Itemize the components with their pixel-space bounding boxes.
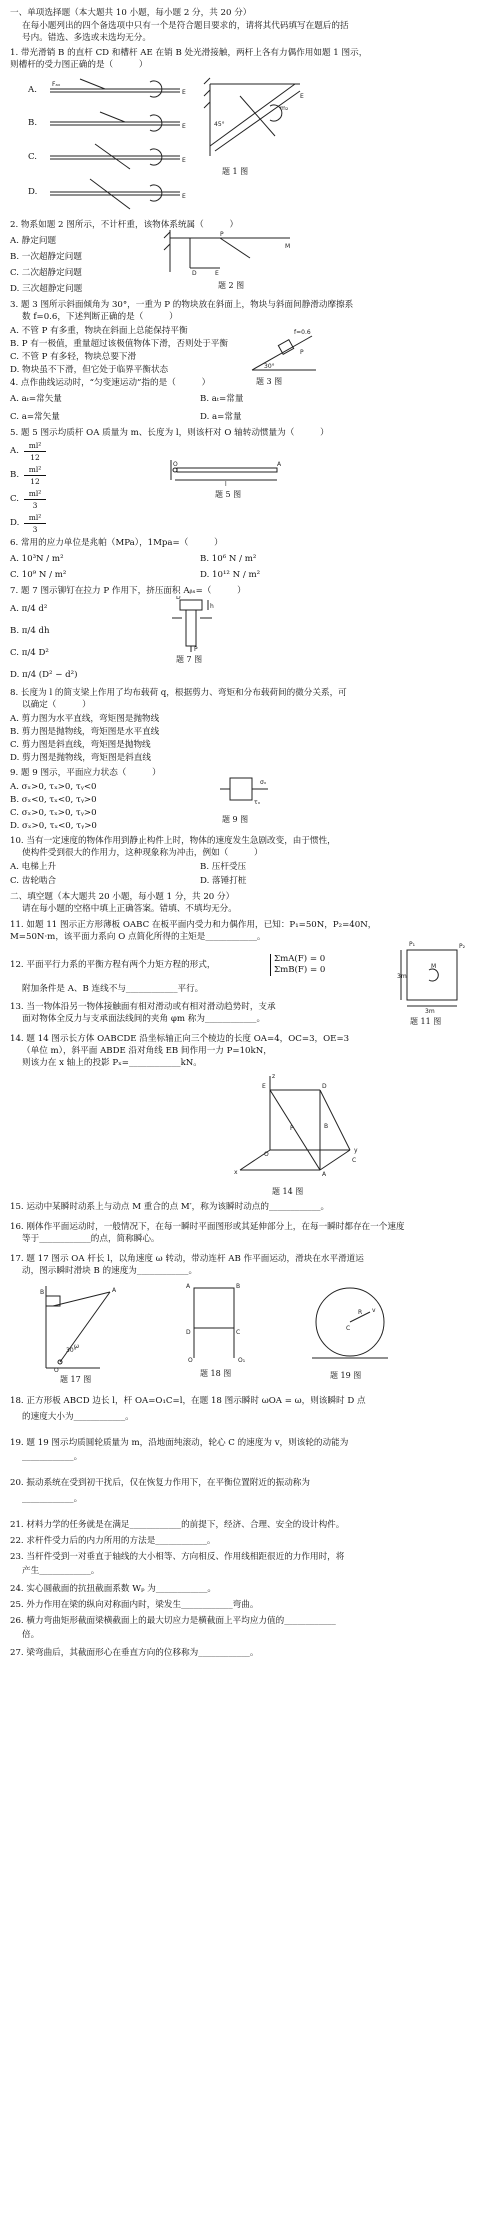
q1-option-a: A. — [28, 85, 37, 95]
q5-caption: 题 5 图 — [215, 490, 242, 499]
svg-text:30°: 30° — [264, 363, 275, 370]
q1-option-c: C. — [28, 152, 38, 162]
q9-option-d: D. σₓ>0, τₓ<0, τᵧ>0 — [10, 821, 97, 831]
q3-caption: 题 3 图 — [256, 377, 283, 386]
svg-text:B: B — [236, 1283, 241, 1290]
q1-caption: 题 1 图 — [222, 167, 249, 176]
svg-text:x: x — [234, 1169, 238, 1176]
svg-text:E: E — [215, 270, 219, 276]
q11-line-2: M=50N·m，该平面力系向 O 点简化所得的主矩是____________。 — [10, 932, 266, 942]
q5-option-a: A. — [10, 446, 19, 456]
svg-text:E: E — [300, 93, 304, 100]
svg-text:E: E — [182, 89, 186, 96]
q2-figure — [160, 228, 300, 276]
q1-stem-2: 则槽杆的受力图正确的是（ ） — [10, 60, 148, 70]
q9-option-a: A. σₓ>0, τₓ>0, τᵧ<0 — [10, 782, 97, 792]
svg-text:B: B — [324, 1123, 329, 1130]
q21: 21. 材料力学的任务就是在满足____________的前提下，经济、合理、安全的设计构件。 — [10, 1520, 345, 1530]
q5-frac-d: ml² 3 — [24, 512, 46, 535]
q14-line-3: 则该力在 x 轴上的投影 Pₓ=____________kN。 — [22, 1058, 202, 1068]
q23-line-1: 23. 当杆件受到一对垂直于轴线的大小相等、方向相反、作用线相距很近的力作用时，将 — [10, 1552, 345, 1562]
q1-option-d: D. — [28, 187, 38, 197]
svg-text:D: D — [192, 270, 197, 276]
svg-text:3m: 3m — [397, 973, 407, 980]
svg-text:M: M — [431, 963, 437, 970]
section1-title: 一、单项选择题（本大题共 10 小题，每小题 2 分，共 20 分） — [10, 8, 252, 18]
svg-text:ω: ω — [74, 1343, 80, 1350]
section1-instruction-2: 号内。错选、多选或未选均无分。 — [22, 33, 151, 43]
svg-text:P: P — [300, 349, 304, 356]
q9-stem: 9. 题 9 图示，平面应力状态（ ） — [10, 768, 161, 778]
q19-caption: 题 19 图 — [330, 1371, 362, 1380]
q16-line-2: 等于____________的点，简称瞬心。 — [22, 1234, 160, 1244]
q14-caption: 题 14 图 — [272, 1187, 304, 1196]
q18-figure — [180, 1282, 260, 1362]
q8-option-d: D. 剪力图是抛物线，弯矩图是斜直线 — [10, 753, 151, 763]
q18-caption: 题 18 图 — [200, 1369, 232, 1378]
svg-text:C: C — [346, 1325, 351, 1332]
q5-stem: 5. 题 5 图示均质杆 OA 质量为 m、长度为 l，则该杆对 O 轴转动惯量为（ ） — [10, 428, 329, 438]
svg-text:y: y — [354, 1147, 358, 1154]
q14-figure — [230, 1070, 370, 1180]
q14-line-2: （单位 m），斜平面 ABDE 沿对角线 EB 间作用一力 P=10kN， — [22, 1046, 272, 1056]
q3-option-a: A. 不管 P 有多重，物块在斜面上总能保持平衡 — [10, 326, 188, 336]
q11-caption: 题 11 图 — [410, 1017, 442, 1026]
svg-text:P: P — [220, 231, 224, 238]
q6-option-b: B. 10⁶ N / m² — [200, 554, 257, 564]
svg-text:E: E — [262, 1083, 266, 1090]
q13-line-2: 面对物体全反力与支承面法线间的夹角 φm 称为____________。 — [22, 1014, 266, 1024]
svg-text:E: E — [182, 193, 186, 200]
q8-option-c: C. 剪力图是斜直线，弯矩图是抛物线 — [10, 740, 151, 750]
q10-stem-2: 使构件受到很大的作用力，这种现象称为冲击，例如（ ） — [22, 848, 263, 858]
svg-text:30°: 30° — [66, 1347, 77, 1354]
q1-option-b: B. — [28, 118, 38, 128]
q4-option-a: A. aₜ=常矢量 — [10, 394, 62, 404]
q3-option-b: B. P 有一极值，重量超过该极值物体下滑，否则处于平衡 — [10, 339, 228, 349]
svg-text:P: P — [290, 1125, 294, 1132]
q10-option-b: B. 压杆受压 — [200, 862, 247, 872]
q1-option-diagrams — [40, 74, 190, 214]
svg-text:A: A — [277, 461, 282, 468]
q17-figure — [40, 1282, 140, 1372]
svg-text:R: R — [358, 1309, 363, 1316]
q7-option-c: C. π/4 D² — [10, 648, 49, 658]
svg-text:O: O — [188, 1357, 193, 1362]
q9-option-b: B. σₓ<0, τₓ<0, τᵧ>0 — [10, 795, 97, 805]
q27: 27. 梁弯曲后，其截面形心在垂直方向的位移称为____________。 — [10, 1648, 259, 1658]
svg-text:D: D — [322, 1083, 327, 1090]
q4-stem: 4. 点作曲线运动时，“匀变速运动”指的是（ ） — [10, 378, 211, 388]
section2-title: 二、填空题（本大题共 20 小题，每小题 1 分，共 20 分） — [10, 892, 235, 902]
q6-option-d: D. 10¹² N / m² — [200, 570, 261, 580]
q5-frac-b: ml² 12 — [24, 464, 46, 487]
svg-text:M: M — [285, 243, 291, 250]
svg-text:h: h — [210, 603, 214, 610]
svg-text:τₓ: τₓ — [254, 799, 261, 806]
q23-line-2: 产生____________。 — [22, 1566, 100, 1576]
q26-line-2: 倍。 — [22, 1630, 40, 1640]
q7-option-a: A. π/4 d² — [10, 604, 48, 614]
q1-stem-1: 1. 带光滑销 B 的直杆 CD 和槽杆 AE 在销 B 处光滑接触，两杆上各有力偶作用如题 1 图示， — [10, 48, 368, 58]
q7-option-d: D. π/4 (D² − d²) — [10, 670, 78, 680]
q19-line-2: ____________。 — [22, 1452, 83, 1462]
svg-text:D: D — [186, 1329, 191, 1336]
svg-text:E: E — [182, 157, 186, 164]
q12-tail: 附加条件是 A、B 连线不与____________平行。 — [22, 984, 204, 994]
q10-stem-1: 10. 当有一定速度的物体作用到静止构件上时，物体的速度发生急剧改变，由于惯性， — [10, 836, 336, 846]
q4-option-d: D. a=常量 — [200, 412, 242, 422]
q7-stem: 7. 题 7 图示铆钉在拉力 P 作用下，挤压面积 Aᵦₛ=（ ） — [10, 586, 246, 596]
q12-eq1: ΣmA(F) = 0 — [274, 954, 326, 964]
svg-text:P₁: P₁ — [409, 941, 416, 948]
q17-line-2: 动，图示瞬时滑块 B 的速度为____________。 — [22, 1266, 198, 1276]
svg-text:A: A — [186, 1283, 191, 1290]
svg-text:B: B — [40, 1289, 45, 1296]
q12-lead: 12. 平面平行力系的平衡方程有两个力矩方程的形式， — [10, 960, 216, 970]
svg-text:A: A — [322, 1171, 327, 1178]
q5-option-c: C. — [10, 494, 20, 504]
svg-text:P: P — [194, 646, 198, 652]
q1-figure — [200, 76, 310, 166]
svg-text:Fₐₓ: Fₐₓ — [52, 81, 61, 88]
q20-line-2: ____________。 — [22, 1494, 83, 1504]
q2-stem: 2. 物系如题 2 图所示，不计杆重，该物体系统属（ ） — [10, 220, 239, 230]
q2-option-b: B. 一次超静定问题 — [10, 252, 82, 262]
q8-option-a: A. 剪力图为水平直线，弯矩图是抛物线 — [10, 714, 160, 724]
svg-text:E: E — [182, 123, 186, 130]
q10-option-d: D. 落锤打桩 — [200, 876, 247, 886]
q7-caption: 题 7 图 — [176, 655, 203, 664]
q8-stem-2: 以确定（ ） — [22, 700, 91, 710]
q7-figure — [168, 596, 228, 652]
svg-text:3m: 3m — [425, 1008, 435, 1014]
q3-stem-2: 数 f=0.6，下述判断正确的是（ ） — [22, 312, 178, 322]
q18-line-1: 18. 正方形板 ABCD 边长 l，杆 OA=O₁C=l，在题 18 图示瞬时 ωOA = ω，则该瞬时 D 点 — [10, 1396, 366, 1406]
q12-eq2: ΣmB(F) = 0 — [274, 965, 326, 975]
q5-figure — [165, 458, 285, 486]
q10-option-a: A. 电梯上升 — [10, 862, 57, 872]
svg-text:C: C — [236, 1329, 241, 1336]
svg-text:z: z — [272, 1073, 276, 1080]
q18-line-2: 的速度大小为____________。 — [22, 1412, 134, 1422]
q4-option-b: B. aₜ=常量 — [200, 394, 244, 404]
q7-option-b: B. π/4 dh — [10, 626, 50, 636]
svg-text:C: C — [352, 1157, 357, 1164]
svg-text:l: l — [225, 481, 227, 486]
svg-text:P₂: P₂ — [459, 943, 466, 950]
q8-stem-1: 8. 长度为 l 的简支梁上作用了均布载荷 q，根据剪力、弯矩和分布载荷间的微分关系，可 — [10, 688, 347, 698]
q11-line-1: 11. 如题 11 图示正方形薄板 OABC 在板平面内受力和力偶作用，已知：P₁=50N，P₂=40N， — [10, 920, 377, 930]
svg-text:m₂: m₂ — [280, 105, 289, 112]
svg-text:D: D — [176, 596, 181, 601]
q5-frac-a: ml² 12 — [24, 440, 46, 463]
q16-line-1: 16. 刚体作平面运动时，一般情况下，在每一瞬时平面图形或其延伸部分上，在每一瞬时都存在一个速度 — [10, 1222, 405, 1232]
q19-figure — [310, 1282, 390, 1368]
svg-text:A: A — [112, 1287, 117, 1294]
q6-stem: 6. 常用的应力单位是兆帕（MPa），1Mpa=（ ） — [10, 538, 223, 548]
q3-option-c: C. 不管 P 有多轻，物块总要下滑 — [10, 352, 137, 362]
svg-text:O: O — [173, 461, 178, 468]
q2-option-d: D. 三次超静定问题 — [10, 284, 83, 294]
q2-option-c: C. 二次超静定问题 — [10, 268, 82, 278]
q3-option-d: D. 物块虽不下滑，但它处于临界平衡状态 — [10, 365, 169, 375]
q14-line-1: 14. 题 14 图示长方体 OABCDE 沿坐标轴正向三个棱边的长度 OA=4，OC=3，OE=3 — [10, 1034, 350, 1044]
section2-instruction: 请在每小题的空格中填上正确答案。错填、不填均无分。 — [22, 904, 237, 914]
q20-line-1: 20. 振动系统在受到初干扰后，仅在恢复力作用下，在平衡位置附近的振动称为 — [10, 1478, 310, 1488]
section1-instruction-1: 在每小题列出的四个备选项中只有一个是符合题目要求的，请将其代码填写在题后的括 — [22, 21, 349, 31]
svg-text:v: v — [372, 1307, 376, 1314]
svg-text:45°: 45° — [214, 121, 225, 128]
q22: 22. 求杆件受力后的内力所用的方法是____________。 — [10, 1536, 216, 1546]
q15: 15. 运动中某瞬时动系上与动点 M 重合的点 M′，称为该瞬时动点的____________。 — [10, 1202, 330, 1212]
q3-stem-1: 3. 题 3 图所示斜面倾角为 30°，一重为 P 的物块放在斜面上，物块与斜面间静滑动摩擦系 — [10, 300, 354, 310]
svg-text:O: O — [264, 1151, 269, 1158]
svg-text:f=0.6: f=0.6 — [294, 329, 311, 336]
q2-option-a: A. 静定问题 — [10, 236, 57, 246]
q24: 24. 实心圆截面的抗扭截面系数 Wₚ 为____________。 — [10, 1584, 217, 1594]
q17-line-1: 17. 题 17 图示 OA 杆长 l，以角速度 ω 转动，带动连杆 AB 作平面运动，滑块在水平滑道运 — [10, 1254, 364, 1264]
q6-option-a: A. 10³N / m² — [10, 554, 64, 564]
q9-caption: 题 9 图 — [222, 815, 249, 824]
q9-option-c: C. σₓ>0, τₓ>0, τᵧ>0 — [10, 808, 97, 818]
q5-frac-c: ml² 3 — [24, 488, 46, 511]
svg-text:O₁: O₁ — [238, 1357, 246, 1362]
svg-text:O: O — [54, 1367, 59, 1372]
q19-line-1: 19. 题 19 图示均质圆轮质量为 m，沿地面纯滚动，轮心 C 的速度为 v，则该轮的动能为 — [10, 1438, 349, 1448]
q2-caption: 题 2 图 — [218, 281, 245, 290]
q6-option-c: C. 10⁹ N / m² — [10, 570, 67, 580]
q12-equations — [270, 954, 325, 976]
q8-option-b: B. 剪力图是抛物线，弯矩图是水平直线 — [10, 727, 160, 737]
q4-option-c: C. a=常矢量 — [10, 412, 60, 422]
q10-option-c: C. 齿轮啮合 — [10, 876, 57, 886]
svg-text:σₓ: σₓ — [260, 779, 267, 786]
q11-figure — [395, 940, 475, 1014]
q5-option-b: B. — [10, 470, 20, 480]
q3-figure — [250, 324, 320, 376]
q13-line-1: 13. 当一物体沿另一物体接触面有相对滑动或有相对滑动趋势时，支承 — [10, 1002, 276, 1012]
q9-figure — [210, 770, 280, 814]
q5-option-d: D. — [10, 518, 20, 528]
q25: 25. 外力作用在梁的纵向对称面内时，梁发生____________弯曲。 — [10, 1600, 259, 1610]
q17-caption: 题 17 图 — [60, 1375, 92, 1384]
q26-line-1: 26. 横力弯曲矩形截面梁横截面上的最大切应力是横截面上平均应力值的____________ — [10, 1616, 336, 1626]
